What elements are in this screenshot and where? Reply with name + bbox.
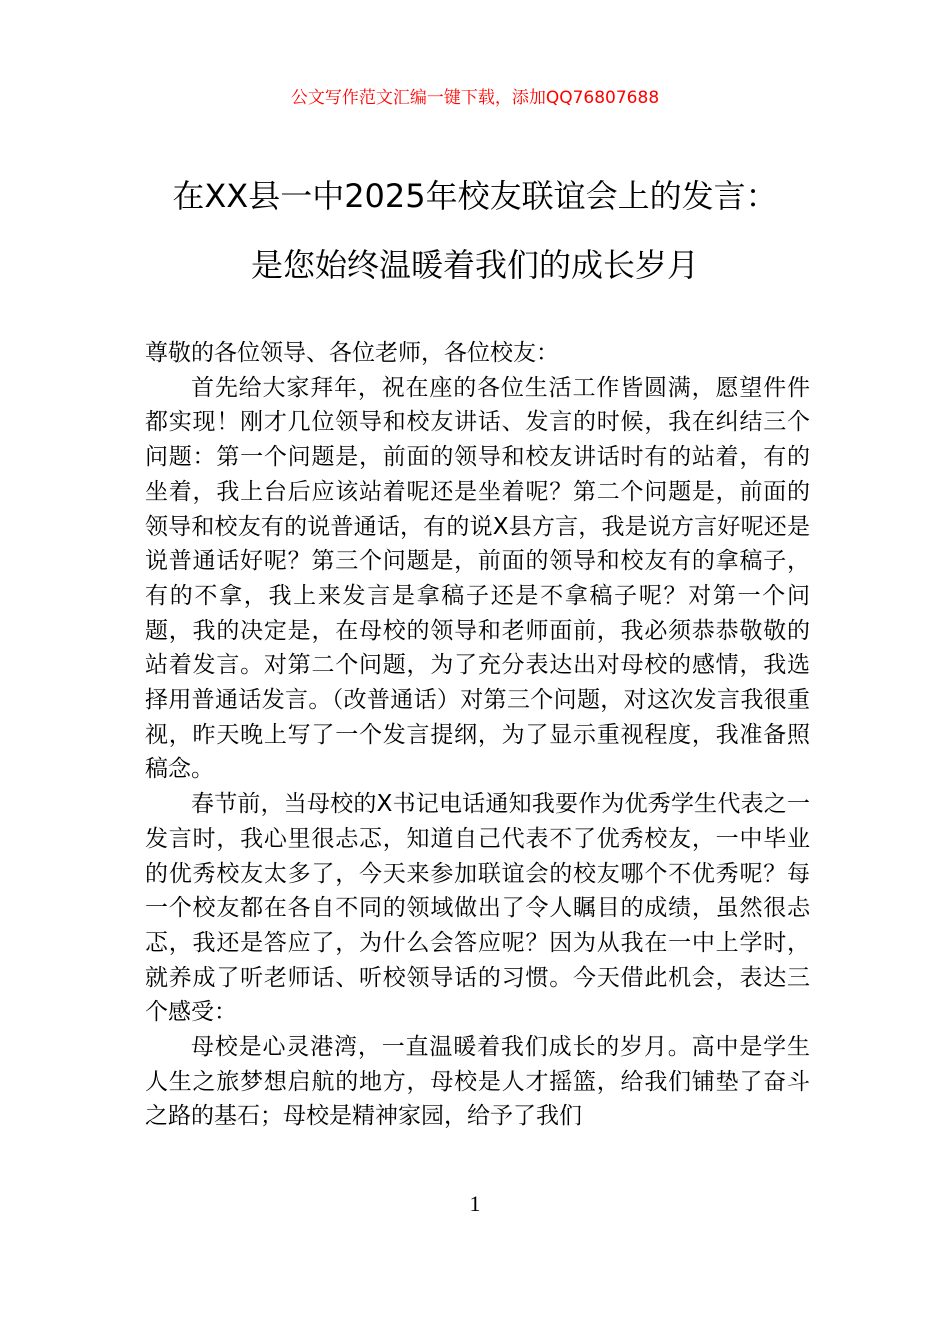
paragraph-3: 母校是心灵港湾，一直温暖着我们成长的岁月。高中是学生人生之旅梦想启航的地方，母校是人才摇篮，给我们铺垫了奋斗之路的基石；母校是精神家园，给予了我们 bbox=[145, 1034, 810, 1130]
page-number: 1 bbox=[469, 1191, 481, 1216]
paragraph-1: 首先给大家拜年，祝在座的各位生活工作皆圆满，愿望件件都实现！刚才几位领导和校友讲话、发言的时候，我在纠结三个问题：第一个问题是，前面的领导和校友讲话时有的站着，有的坐着，我上台后应该站着呢还是坐着呢？第二个问题是，前面的领导和校友有的说普通话，有的说X县方言，我是说方言好呢还是说普通话好呢？第三个问题是，前面的领导和校友有的拿稿子，有的不拿，我上来发言是拿稿子还是不拿稿子呢？对第一个问题，我的决定是，在母校的领导和老师面前，我必须恭恭敬敬的站着发言。对第二个问题，为了充分表达出对母校的感情，我选择用普通话发言。（改普通话）对第三个问题，对这次发言我很重视，昨天晚上写了一个发言提纲，为了显示重视程度，我准备照稿念。 bbox=[145, 374, 810, 783]
salutation: 尊敬的各位领导、各位老师，各位校友： bbox=[145, 340, 559, 366]
document-title-line-1: 在XX县一中2025年校友联谊会上的发言： bbox=[172, 177, 778, 215]
paragraph-2: 春节前，当母校的X书记电话通知我要作为优秀学生代表之一发言时，我心里很忐忑，知道自己代表不了优秀校友，一中毕业的优秀校友太多了，今天来参加联谊会的校友哪个不优秀呢？每一个校友都在各自不同的领域做出了令人瞩目的成绩，虽然很忐忑，我还是答应了，为什么会答应呢？因为从我在一中上学时，就养成了听老师话、听校领导话的习惯。今天借此机会，表达三个感受： bbox=[145, 791, 810, 1026]
document-title-line-2: 是您始终温暖着我们的成长岁月 bbox=[250, 246, 699, 284]
download-banner: 公文写作范文汇编一键下载，添加QQ76807688 bbox=[290, 88, 660, 108]
document-body bbox=[145, 336, 810, 1134]
